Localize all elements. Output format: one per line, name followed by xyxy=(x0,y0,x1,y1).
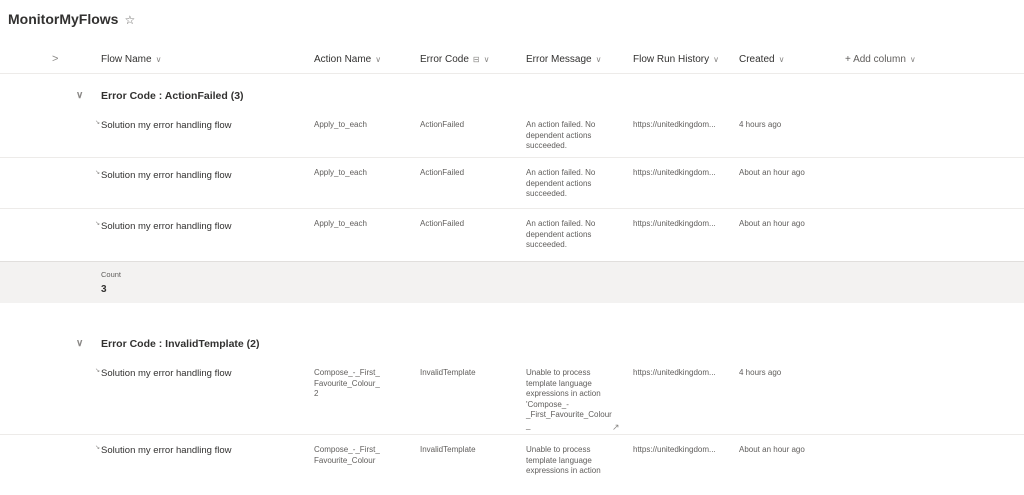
column-header-row xyxy=(0,48,1024,74)
created-cell: 4 hours ago xyxy=(739,368,782,377)
column-header-error-message[interactable]: Error Message ∨ xyxy=(526,54,602,65)
action-name-cell: Apply_to_each xyxy=(314,219,367,228)
flow-run-history-link[interactable]: https://unitedkingdom... xyxy=(633,120,716,129)
flow-icon: ↘ xyxy=(95,368,101,374)
flow-name-cell[interactable]: ↘Solution my error handling flow xyxy=(95,368,232,380)
favorite-star-icon[interactable]: ☆ xyxy=(124,13,136,27)
group-by-icon: ⊟ xyxy=(472,55,480,64)
chevron-down-icon: ∨ xyxy=(483,55,490,64)
table-row[interactable] xyxy=(0,110,1024,158)
group-header-invalidtemplate[interactable] xyxy=(0,330,1024,360)
error-code-cell: ActionFailed xyxy=(420,120,465,129)
error-message-cell: An action failed. No dependent actions succeeded. xyxy=(526,120,596,150)
group-header-actionfailed[interactable] xyxy=(0,82,1024,112)
column-header-error-code[interactable]: Error Code ⊟ ∨ xyxy=(420,54,490,65)
error-code-cell: ActionFailed xyxy=(420,168,465,177)
action-name-cell: Apply_to_each xyxy=(314,120,367,129)
flow-icon: ↘ xyxy=(95,170,101,176)
created-cell: About an hour ago xyxy=(739,168,805,177)
count-label: Count xyxy=(101,270,122,279)
action-name-cell: Apply_to_each xyxy=(314,168,367,177)
flow-icon: ↘ xyxy=(95,221,101,227)
flow-run-history-link[interactable]: https://unitedkingdom... xyxy=(633,445,716,454)
column-header-action-name[interactable]: Action Name ∨ xyxy=(314,54,382,65)
error-message-cell: Unable to process template language expressions in action 'Compose_-_First_Favourite_Colour_ xyxy=(526,368,612,430)
table-row[interactable] xyxy=(0,435,1024,495)
flow-name-cell[interactable]: ↘Solution my error handling flow xyxy=(95,445,232,457)
chevron-down-icon: ∨ xyxy=(909,55,916,64)
column-header-flow-run-history[interactable]: Flow Run History ∨ xyxy=(633,54,719,65)
chevron-down-icon: ∨ xyxy=(375,55,382,64)
count-value: 3 xyxy=(101,284,107,295)
error-code-cell: InvalidTemplate xyxy=(420,368,476,377)
chevron-down-icon: ∨ xyxy=(595,55,602,64)
chevron-down-icon: ∨ xyxy=(155,55,162,64)
created-cell: About an hour ago xyxy=(739,219,805,228)
chevron-down-icon: ∨ xyxy=(778,55,785,64)
collapse-chevron-icon[interactable]: ∨ xyxy=(76,338,84,349)
flow-name-cell[interactable]: ↘Solution my error handling flow xyxy=(95,120,232,132)
error-message-cell: Unable to process template language expressions in action xyxy=(526,445,601,475)
error-code-cell: InvalidTemplate xyxy=(420,445,476,454)
flow-run-history-link[interactable]: https://unitedkingdom... xyxy=(633,368,716,377)
list-title xyxy=(8,11,135,27)
group-count-footer xyxy=(0,261,1024,303)
list-title-text: MonitorMyFlows xyxy=(8,11,119,27)
group-label: Error Code : InvalidTemplate (2) xyxy=(101,338,260,350)
column-header-created[interactable]: Created ∨ xyxy=(739,54,785,65)
table-row[interactable] xyxy=(0,209,1024,261)
open-external-icon[interactable]: ↗ xyxy=(612,422,620,432)
add-column-button[interactable]: + Add column ∨ xyxy=(845,54,916,65)
created-cell: About an hour ago xyxy=(739,445,805,454)
table-row[interactable] xyxy=(0,358,1024,435)
flow-name-cell[interactable]: ↘Solution my error handling flow xyxy=(95,170,232,182)
collapse-chevron-icon[interactable]: ∨ xyxy=(76,90,84,101)
flow-name-cell[interactable]: ↘Solution my error handling flow xyxy=(95,221,232,233)
column-header-flow-name[interactable]: Flow Name ∨ xyxy=(101,54,162,65)
action-name-cell: Compose_-_First_Favourite_Colour_2 xyxy=(314,368,380,398)
table-row[interactable] xyxy=(0,158,1024,209)
flow-icon: ↘ xyxy=(95,120,101,126)
flow-run-history-link[interactable]: https://unitedkingdom... xyxy=(633,219,716,228)
error-message-cell: An action failed. No dependent actions succeeded. xyxy=(526,168,596,198)
expand-all-chevron-icon[interactable]: > xyxy=(52,53,59,65)
action-name-cell: Compose_-_First_Favourite_Colour xyxy=(314,445,380,465)
group-label: Error Code : ActionFailed (3) xyxy=(101,90,244,102)
chevron-down-icon: ∨ xyxy=(713,55,719,64)
error-message-cell: An action failed. No dependent actions succeeded. xyxy=(526,219,596,249)
created-cell: 4 hours ago xyxy=(739,120,782,129)
error-code-cell: ActionFailed xyxy=(420,219,465,228)
flow-icon: ↘ xyxy=(95,445,101,451)
flow-run-history-link[interactable]: https://unitedkingdom... xyxy=(633,168,716,177)
